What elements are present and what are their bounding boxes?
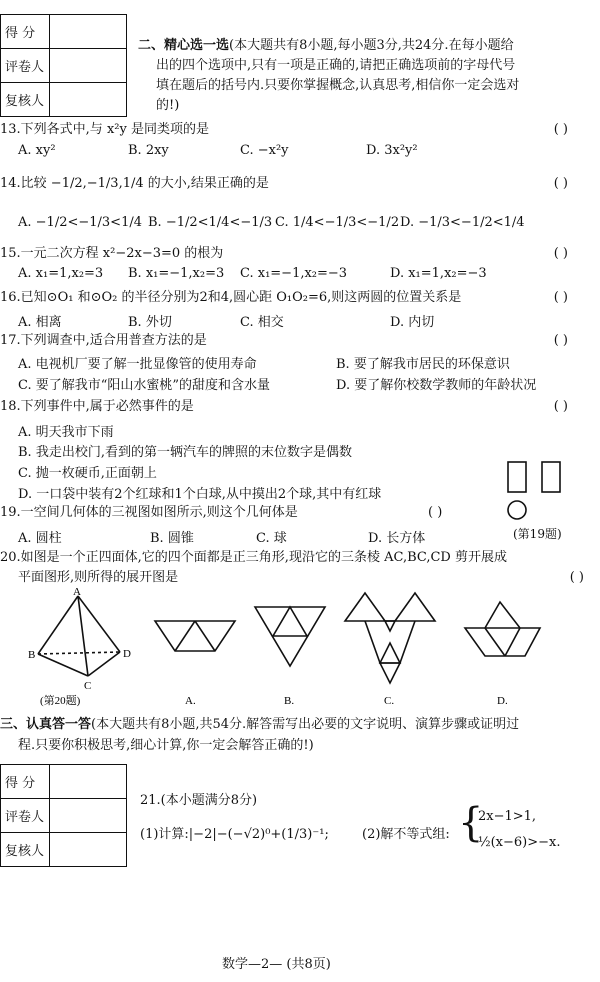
- q17-stem: 17.下列调查中,适合用普查方法的是 ( ): [0, 333, 568, 348]
- q19-stem: 19.一空间几何体的三视图如图所示,则这个几何体是: [0, 505, 298, 520]
- q21-part1: (1)计算:|−2|−(−√2)⁰+(1/3)⁻¹;: [140, 827, 329, 842]
- score-label: 得 分: [1, 15, 50, 49]
- q13-option-d: D. 3x²y²: [366, 143, 418, 158]
- q17-option-d: D. 要了解你校数学教师的年龄状况: [336, 378, 537, 393]
- net-label-d: D.: [497, 695, 508, 707]
- top-view-circle: [508, 501, 526, 519]
- answer-paren[interactable]: ( ): [428, 505, 443, 520]
- vertex-d-label: D: [123, 648, 131, 660]
- q13-option-a: A. xy²: [18, 143, 56, 158]
- section3-line1: [0, 716, 519, 734]
- q15-option-d: D. x₁=1,x₂=−3: [390, 266, 487, 281]
- score-table-top: [0, 14, 127, 117]
- q18-stem: 18.下列事件中,属于必然事件的是 ( ): [0, 399, 568, 414]
- q21-title: 21.(本小题满分8分): [140, 793, 258, 808]
- answer-paren[interactable]: ( ): [553, 333, 568, 348]
- q16-option-a: A. 相离: [18, 315, 62, 330]
- vertex-a-label: A: [73, 588, 81, 598]
- net-option-a: [155, 621, 235, 651]
- score-table-bottom: [0, 764, 127, 867]
- q18-option-c: C. 抛一枚硬币,正面朝上: [18, 466, 157, 481]
- reviewer-cell[interactable]: [50, 833, 127, 867]
- q19-option-d: D. 长方体: [368, 531, 426, 546]
- grader-label: 评卷人: [1, 49, 50, 83]
- q21-inequality-1: 2x−1>1,: [478, 809, 537, 824]
- net-label-a: A.: [185, 695, 196, 707]
- score-label: 得 分: [1, 765, 50, 799]
- q20-figures: [0, 588, 600, 708]
- reviewer-label: 复核人: [1, 833, 50, 867]
- answer-paren[interactable]: ( ): [553, 122, 568, 137]
- q20-stem-2: 平面图形,则所得的展开图是 ( ): [18, 570, 584, 585]
- q13-option-b: B. 2xy: [128, 143, 169, 158]
- q14-option-a: A. −1/2<−1/3<1/4: [18, 215, 142, 230]
- q19-three-views-figure: [498, 458, 568, 528]
- section3-heading: 三、认真答一答: [0, 717, 92, 732]
- tetrahedron-figure: [28, 588, 131, 692]
- page-footer: 数学—2— (共8页): [222, 957, 331, 972]
- answer-paren[interactable]: ( ): [553, 246, 568, 261]
- q15-option-a: A. x₁=1,x₂=3: [18, 266, 104, 281]
- q16-option-b: B. 外切: [128, 315, 172, 330]
- answer-paren[interactable]: ( ): [553, 176, 568, 191]
- vertex-b-label: B: [28, 649, 36, 661]
- net-option-b: [255, 607, 325, 666]
- net-option-c: [345, 593, 435, 683]
- q19-option-a: A. 圆柱: [18, 531, 62, 546]
- q18-option-d: D. 一口袋中装有2个红球和1个白球,从中摸出2个球,其中有红球: [18, 487, 382, 502]
- brace-icon: {: [458, 800, 484, 846]
- answer-paren[interactable]: ( ): [553, 290, 568, 305]
- section2-line1: [138, 37, 514, 55]
- reviewer-label: 复核人: [1, 83, 50, 117]
- q13-stem: 13.下列各式中,与 x²y 是同类项的是 ( ): [0, 122, 568, 137]
- q14-option-c: C. 1/4<−1/3<−1/2: [275, 215, 400, 230]
- q19-figure-label: (第19题): [513, 527, 562, 541]
- q21-inequality-2: ½(x−6)>−x.: [478, 835, 561, 850]
- net-label-b: B.: [284, 695, 295, 707]
- section3-intro-2: 程.只要你积极思考,细心计算,你一定会解答正确的!): [18, 738, 314, 753]
- section2-intro-4: 的!): [156, 98, 180, 113]
- q17-option-c: C. 要了解我市“阳山水蜜桃”的甜度和含水量: [18, 378, 271, 393]
- answer-paren[interactable]: ( ): [553, 399, 568, 414]
- q16-option-c: C. 相交: [240, 315, 284, 330]
- side-view-rect: [542, 462, 560, 492]
- score-cell[interactable]: [50, 765, 127, 799]
- q21-part2: (2)解不等式组:: [362, 827, 450, 842]
- q19-option-b: B. 圆锥: [150, 531, 194, 546]
- vertex-c-label: C: [84, 680, 92, 692]
- net-label-c: C.: [384, 695, 395, 707]
- q15-option-c: C. x₁=−1,x₂=−3: [240, 266, 348, 281]
- section2-heading: 二、精心选一选: [138, 38, 230, 53]
- q18-option-a: A. 明天我市下雨: [18, 425, 114, 440]
- q20-figure-label: (第20题): [40, 695, 81, 707]
- q20-stem-1: 20.如图是一个正四面体,它的四个面都是正三角形,现沿它的三条棱 AC,BC,CD 剪开展成: [0, 550, 507, 565]
- q14-stem: 14.比较 −1/2,−1/3,1/4 的大小,结果正确的是 ( ): [0, 176, 568, 191]
- q13-option-c: C. −x²y: [240, 143, 289, 158]
- q16-stem: 16.已知⊙O₁ 和⊙O₂ 的半径分别为2和4,圆心距 O₁O₂=6,则这两圆的位置关系是 ( ): [0, 290, 568, 305]
- section2-intro-1: (本大题共有8小题,每小题3分,共24分.在每小题给: [229, 38, 514, 53]
- q14-option-b: B. −1/2<1/4<−1/3: [148, 215, 273, 230]
- q18-option-b: B. 我走出校门,看到的第一辆汽车的牌照的末位数字是偶数: [18, 445, 352, 460]
- section3-intro-1: (本大题共有8小题,共54分.解答需写出必要的文字说明、演算步骤或证明过: [91, 717, 520, 732]
- net-option-d: [465, 602, 540, 656]
- grader-cell[interactable]: [50, 799, 127, 833]
- q17-option-a: A. 电视机厂要了解一批显像管的使用寿命: [18, 357, 257, 372]
- q16-option-d: D. 内切: [390, 315, 435, 330]
- grader-label: 评卷人: [1, 799, 50, 833]
- answer-paren[interactable]: ( ): [569, 570, 584, 585]
- q15-stem: 15.一元二次方程 x²−2x−3=0 的根为 ( ): [0, 246, 568, 261]
- score-cell[interactable]: [50, 15, 127, 49]
- section2-intro-3: 填在题后的括号内.只要你掌握概念,认真思考,相信你一定会选对: [156, 78, 520, 93]
- grader-cell[interactable]: [50, 49, 127, 83]
- reviewer-cell[interactable]: [50, 83, 127, 117]
- q15-option-b: B. x₁=−1,x₂=3: [128, 266, 225, 281]
- section2-intro-2: 出的四个选项中,只有一项是正确的,请把正确选项前的字母代号: [156, 58, 516, 73]
- q14-option-d: D. −1/3<−1/2<1/4: [400, 215, 525, 230]
- q17-option-b: B. 要了解我市居民的环保意识: [336, 357, 510, 372]
- q19-option-c: C. 球: [256, 531, 287, 546]
- front-view-rect: [508, 462, 526, 492]
